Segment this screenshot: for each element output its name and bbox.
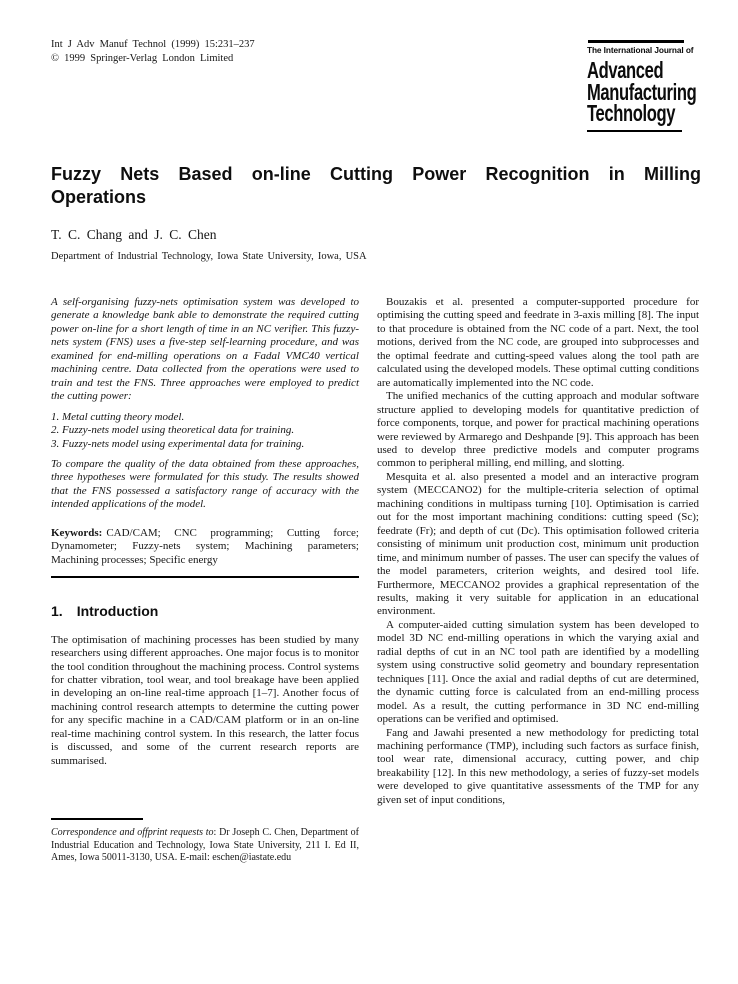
logo-word-manufacturing: Manufacturing (587, 78, 697, 105)
paper-title: Fuzzy Nets Based on-line Cutting Power Recognition in Milling Operations (51, 164, 701, 207)
correspondence-footnote (51, 818, 359, 865)
keywords-text: CAD/CAM; CNC programming; Cutting force; Dynamometer; Fuzzy-nets system; Machining parameters; Machining processes; Specific energy (51, 526, 359, 566)
logo-tagline: The International Journal of (587, 45, 694, 55)
body-paragraph: Mesquita et al. also presented a model and an interactive program system (MECCANO2) for the multiple-criteria selection of optimal machining conditions in multipass turning [10]. Optimisation is carried out for the most important machining conditions: cutting speed (Sc); feedrate (Fr); and depth of cut (Dc). This optimisation followed criteria consisting of minimum unit production cost, minimum unit production time, and minimum number of passes. The user can specify the values of the model parameters, criterion weights, and desired tool life. Furthermore, MECCANO2 provides a graphical representation of the results, making it very suitable for application in an educational environment. (377, 470, 699, 618)
journal-citation: Int J Adv Manuf Technol (1999) 15:231–237 (51, 39, 255, 50)
logo-top-rule (588, 40, 684, 43)
left-column (51, 296, 359, 768)
footnote-rest: : Dr Joseph C. Chen, Department of Industrial Education and Technology, Iowa State University, 211 I. Ed II, Ames, Iowa 50011-3130, USA. E-mail: eschen@iastate.edu (51, 827, 359, 864)
section-title: Introduction (76, 603, 159, 620)
abstract-paragraph-1: A self-organising fuzzy-nets optimisation system was developed to generate a knowledge bank able to demonstrate the required cutting power on-line for a short length of time in an NC verifier. This fuzzy-nets system (FNS) uses a five-step self-learning procedure, and was examined for end-milling operations on a Fadal VMC40 vertical machining centre. Data collected from the operations were used to train and test the FNS. Three approaches were employed to predict the cutting power: (51, 296, 359, 403)
logo-word-advanced: Advanced (587, 57, 664, 83)
logo-bottom-rule (587, 130, 682, 133)
section-heading-introduction (51, 605, 359, 618)
body-paragraph: Fang and Jawahi presented a new methodology for predicting total machining performance (TMP), including such factors as surface finish, tool wear rate, dimensional accuracy, cutting power, and chip breakability [12]. In this new methodology, a series of fuzzy-set models were developed to give quantitative assessments of the TMP for any given set of input conditions, (377, 726, 699, 806)
masthead-citation-block (51, 38, 255, 65)
body-paragraph: The unified mechanics of the cutting approach and modular software structure applied to developing models for quantitative prediction of force components, torque, and power for practical machining operations were reviewed by Armarego and Deshpande [9]. This approach has been used to develop three predictive models and computer programs common to peripheral milling, end milling, and slotting. (377, 390, 699, 470)
keywords-label: Keywords: (51, 526, 103, 539)
right-column (377, 296, 699, 807)
body-paragraph: A computer-aided cutting simulation system has been developed to model 3D NC end-milling operations in which the varying axial and radial depths of cut in an NC tool path are identified by a modelling system using constructive solid geometry and boundary representation techniques [11]. Once the axial and radial depths of cut are determined, the dynamic cutting force is calculated from an end-milling process model. As a result, the cutting performance in 3D NC end-milling operations can be verified and optimised. (377, 618, 699, 726)
abstract-list-item: 2. Fuzzy-nets model using theoretical data for training. (51, 424, 295, 437)
abstract-approach-list (51, 411, 359, 451)
footnote-rule (51, 818, 143, 820)
logo-word-technology: Technology (587, 100, 676, 126)
journal-logo (587, 40, 712, 132)
footnote-text (51, 827, 359, 865)
keywords-rule (51, 576, 359, 578)
abstract-list-item: 3. Fuzzy-nets model using experimental data for training. (51, 437, 305, 450)
authors-line: T. C. Chang and J. C. Chen (51, 227, 217, 242)
introduction-paragraph: The optimisation of machining processes has been studied by many researchers using different approaches. One major focus is to monitor the tool condition throughout the machining process. Control systems for chatter vibration, tool wear, and tool breakage have been applied in developing an on-line real-time approach [1–7]. Another focus of machining control research attempts to determine the cutting power for any specific machine in a CAD/CAM platform or in an on-line real-time machining control system. In this research, the latter focus is discussed, and some of the current research reports are summarised. (51, 633, 359, 767)
abstract-paragraph-2: To compare the quality of the data obtained from these approaches, three hypotheses were formulated for this study. The results showed that the FNS possessed a satisfactory range of accuracy with the intended applications of the model. (51, 457, 359, 511)
abstract (51, 296, 359, 512)
footnote-lead: Correspondence and offprint requests to (51, 827, 214, 838)
body-paragraph: Bouzakis et al. presented a computer-supported procedure for optimising the cutting speed and feedrate in 3-axis milling [8]. The input to that procedure is obtained from the NC code of a part. Next, the tool motions, derived from the NC code, are grouped into subprocesses and the optimal feedrate and cutting-speed values along the tool path are calculated using the developed models. These optimal cutting conditions are automatically implemented into the NC code. (377, 296, 699, 389)
affiliation-line: Department of Industrial Technology, Iowa State University, Iowa, USA (51, 251, 367, 262)
copyright-line: © 1999 Springer-Verlag London Limited (51, 52, 234, 64)
keywords-block (51, 527, 359, 567)
section-number: 1. (51, 603, 63, 620)
abstract-list-item: 1. Metal cutting theory model. (51, 410, 185, 423)
